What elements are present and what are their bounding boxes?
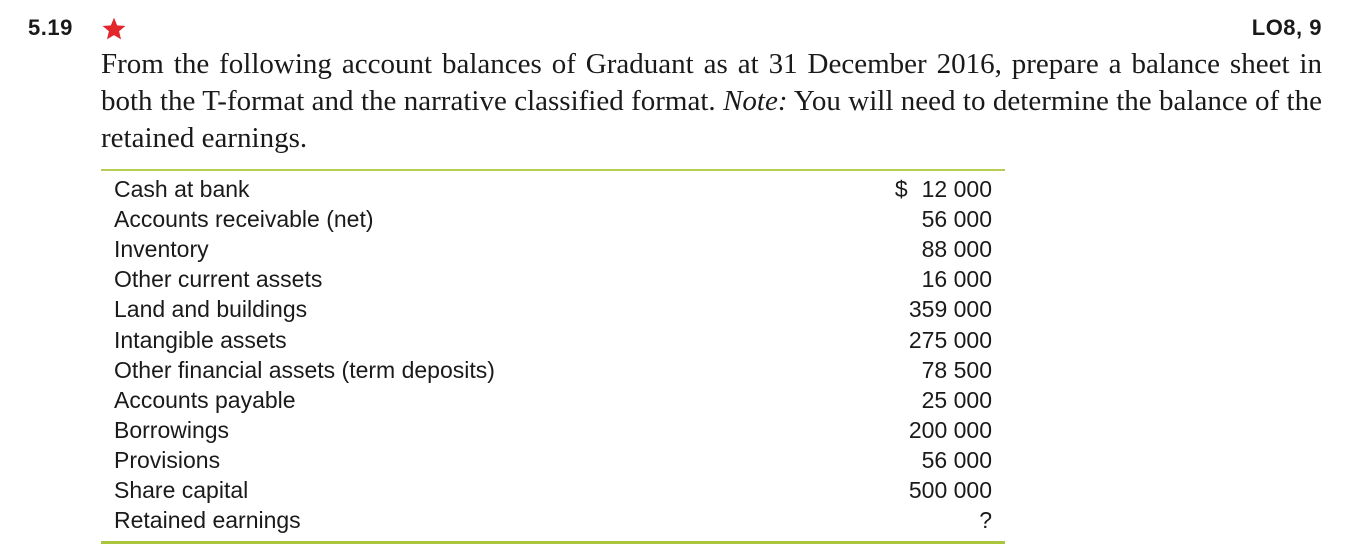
table-row [101, 264, 1005, 294]
table-row [101, 204, 1005, 234]
account-label: Provisions [114, 446, 221, 473]
account-label: Accounts payable [114, 386, 296, 413]
account-balances-body [101, 174, 1005, 535]
account-value: 25 000 [921, 386, 992, 413]
prompt-text-start: From the following account balances of Graduant as at 31 December 2016, prepare a balance sheet in both the T-format and the narrative classified format. [101, 48, 1322, 117]
account-label: Borrowings [114, 416, 230, 443]
account-label: Other current assets [114, 266, 323, 293]
account-label: Inventory [114, 236, 209, 263]
account-value [807, 174, 1005, 204]
table-row [101, 234, 1005, 264]
account-value: ? [979, 507, 992, 534]
table-row [101, 415, 1005, 445]
table-row [101, 445, 1005, 475]
account-balances-table [101, 168, 1005, 535]
table-row [101, 324, 1005, 354]
table-bottom-rule [101, 541, 1005, 544]
currency-symbol: $ [894, 176, 908, 203]
question-number: 5.19 [28, 15, 73, 40]
account-value: 88 000 [921, 236, 992, 263]
account-label: Share capital [114, 476, 249, 503]
account-value: 275 000 [908, 326, 992, 353]
account-label: Cash at bank [114, 176, 250, 203]
prompt-text-end: You will need to determine the balance of the retained earnings. [101, 85, 1322, 154]
account-amount: 12 000 [921, 176, 992, 203]
account-label: Retained earnings [114, 507, 301, 534]
account-label: Intangible assets [114, 326, 287, 353]
table-row [101, 385, 1005, 415]
question-header [28, 12, 1322, 44]
account-value: 78 500 [921, 356, 992, 383]
account-value: 359 000 [908, 296, 992, 323]
star-shape [103, 18, 126, 40]
account-value: 56 000 [921, 446, 992, 473]
account-value: 500 000 [908, 476, 992, 503]
account-value: 200 000 [908, 416, 992, 443]
table-row [101, 294, 1005, 324]
account-value: 56 000 [921, 206, 992, 233]
star-icon [101, 16, 127, 42]
account-value: 16 000 [921, 266, 992, 293]
account-label: Other financial assets (term deposits) [114, 356, 495, 383]
table-row [101, 174, 1005, 204]
account-label: Land and buildings [114, 296, 308, 323]
learning-objectives-tag: LO8, 9 [1251, 15, 1322, 40]
table-row [101, 355, 1005, 385]
table-row [101, 505, 1005, 535]
table-row [101, 475, 1005, 505]
note-label: Note: [723, 85, 788, 117]
account-label: Accounts receivable (net) [114, 206, 374, 233]
question-prompt [101, 46, 1322, 157]
